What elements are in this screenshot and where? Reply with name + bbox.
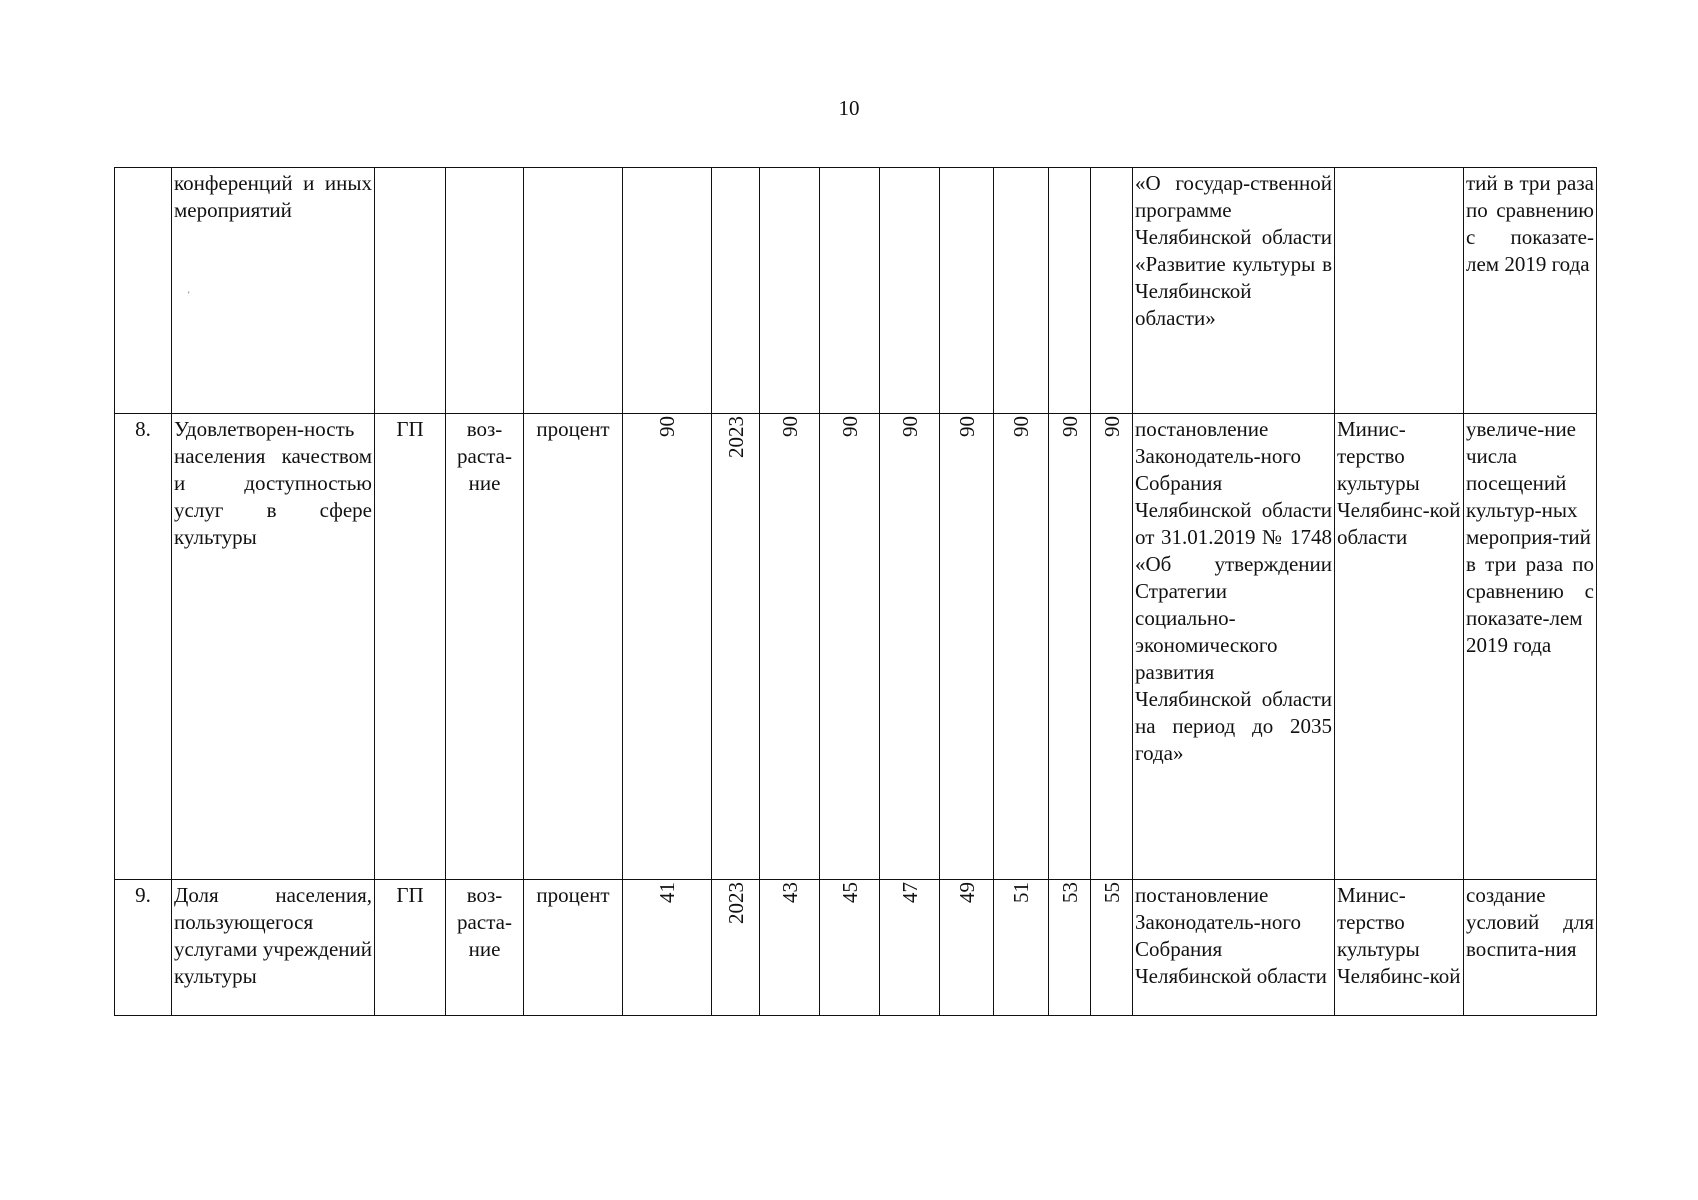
indicator-level: ГП (375, 414, 446, 880)
base-year: 2023 (712, 414, 760, 880)
row-number: 9. (115, 880, 172, 1016)
indicators-table (114, 167, 1597, 1016)
legal-document: «О государ-ственной программе Челябинской области «Развитие культуры в Челябинской области» (1133, 168, 1335, 414)
table-row (115, 168, 1597, 414)
indicator-name: Удовлетворен-ность населения качеством и доступностью услуг в сфере культуры (172, 414, 375, 880)
target-value: 53 (1049, 880, 1091, 1016)
expected-result: создание условий для воспита-ния (1464, 880, 1597, 1016)
target-value: 49 (940, 880, 994, 1016)
target-value: 90 (1049, 414, 1091, 880)
target-value: 90 (820, 414, 880, 880)
indicator-level: ГП (375, 880, 446, 1016)
target-value: 47 (880, 880, 940, 1016)
target-value: 55 (1091, 880, 1133, 1016)
target-value (820, 168, 880, 414)
responsible-body: Минис-терство культуры Челябинс-кой (1335, 880, 1464, 1016)
indicator-name: Доля населения, пользующегося услугами учреждений культуры (172, 880, 375, 1016)
legal-document: постановление Законодатель-ного Собрания Челябинской области (1133, 880, 1335, 1016)
base-value (623, 168, 712, 414)
row-number (115, 168, 172, 414)
indicator-trend (446, 168, 524, 414)
target-value: 90 (760, 414, 820, 880)
page-number: 10 (838, 96, 860, 120)
target-value (994, 168, 1049, 414)
legal-document: постановление Законодатель-ного Собрания Челябинской области от 31.01.2019 № 1748 «Об утверждении Стратегии социально-экономического развития Челябинской области на период до 2035 года» (1133, 414, 1335, 880)
table-row (115, 414, 1597, 880)
base-value: 41 (623, 880, 712, 1016)
table-row (115, 880, 1597, 1016)
target-value: 90 (1091, 414, 1133, 880)
expected-result: тий в три раза по сравнению с показате-лем 2019 года (1464, 168, 1597, 414)
indicator-trend: воз-раста-ние (446, 880, 524, 1016)
indicator-unit: процент (524, 880, 623, 1016)
target-value: 51 (994, 880, 1049, 1016)
indicator-name: конференций и иных мероприятий ' (172, 168, 375, 414)
expected-result: увеличе-ние числа посещений культур-ных мероприя-тий в три раза по сравнению с показате-лем 2019 года (1464, 414, 1597, 880)
target-value: 90 (940, 414, 994, 880)
target-value: 90 (880, 414, 940, 880)
indicator-trend: воз-раста-ние (446, 414, 524, 880)
row-number: 8. (115, 414, 172, 880)
target-value (880, 168, 940, 414)
indicator-unit (524, 168, 623, 414)
target-value: 90 (994, 414, 1049, 880)
base-year: 2023 (712, 880, 760, 1016)
indicator-unit: процент (524, 414, 623, 880)
base-year (712, 168, 760, 414)
responsible-body: Минис-терство культуры Челябинс-кой области (1335, 414, 1464, 880)
responsible-body (1335, 168, 1464, 414)
target-value: 45 (820, 880, 880, 1016)
target-value (1049, 168, 1091, 414)
target-value (1091, 168, 1133, 414)
target-value (760, 168, 820, 414)
base-value: 90 (623, 414, 712, 880)
target-value (940, 168, 994, 414)
indicator-level (375, 168, 446, 414)
target-value: 43 (760, 880, 820, 1016)
